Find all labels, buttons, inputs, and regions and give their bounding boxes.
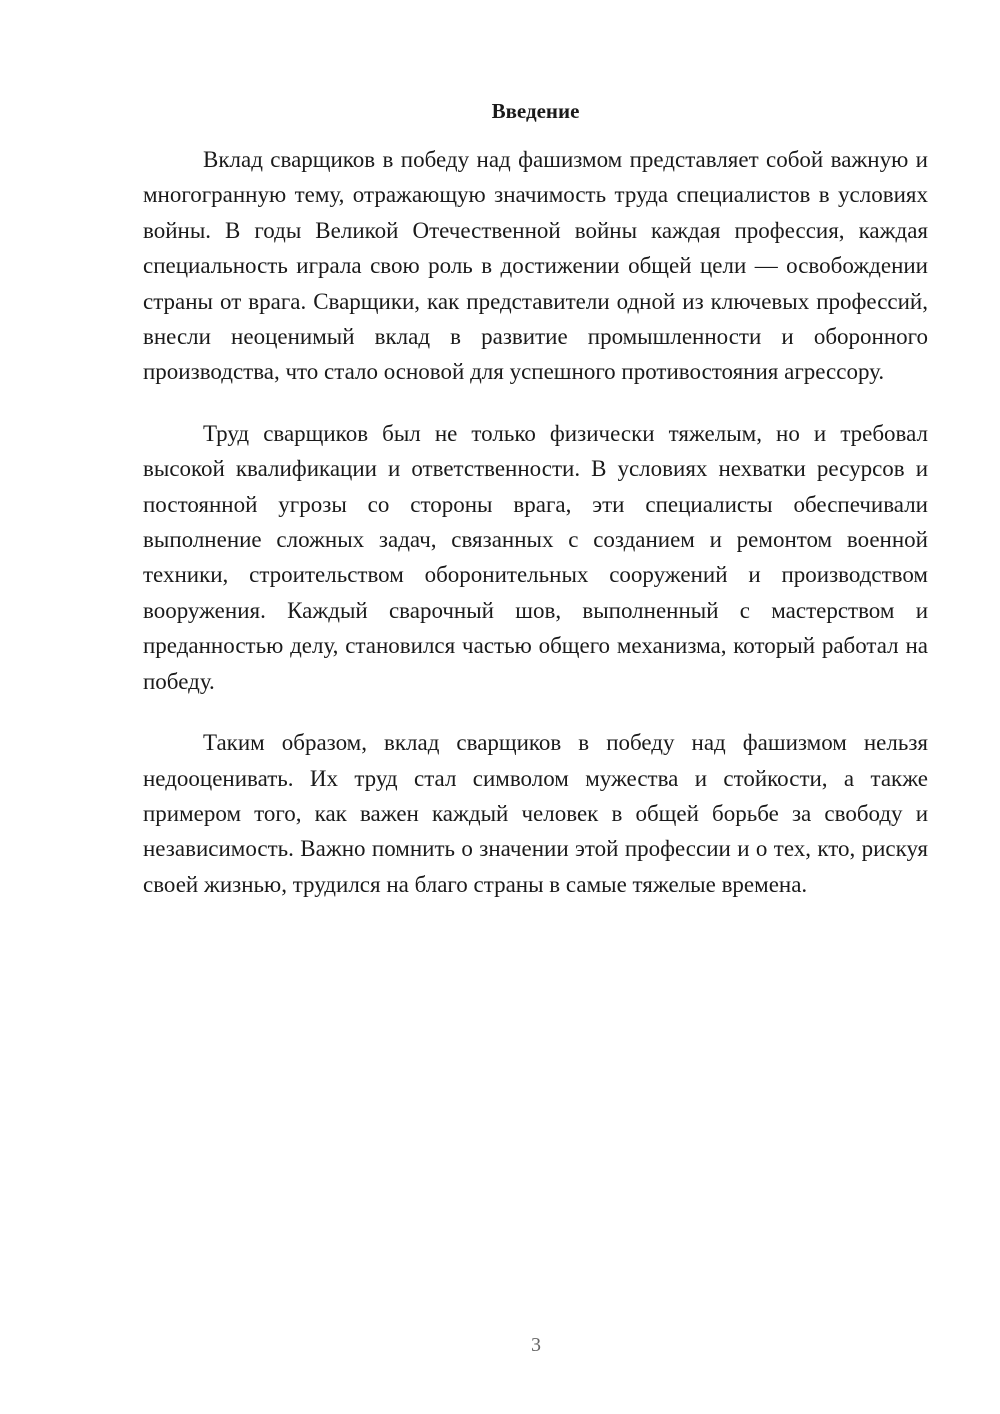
paragraph-2: Труд сварщиков был не только физически тяжелым, но и требовал высокой квалификации и ответственности. В условиях нехватки ресурсов и постоянной угрозы со стороны врага, эти специалисты обеспечивали выполнение сложных задач, связанных с созданием и ремонтом военной техники, строительством оборонительных сооружений и производством вооружения. Каждый сварочный шов, выполненный с мастерством и преданностью делу, становился частью общего механизма, который работал на победу.: [143, 420, 928, 694]
paragraph-1: Вклад сварщиков в победу над фашизмом представляет собой важную и многогранную тему, отражающую значимость труда специалистов в условиях войны. В годы Великой Отечественной войны каждая профессия, каждая специальность играла свою роль в достижении общей цели — освобождении страны от врага. Сварщики, как представители одной из ключевых профессий, внесли неоценимый вклад в развитие промышленности и оборонного производства, что стало основой для успешного противостояния агрессору.: [143, 147, 928, 385]
document-body: [143, 142, 928, 928]
page-number: 3: [531, 1334, 541, 1356]
paragraph-3: Таким образом, вклад сварщиков в победу над фашизмом нельзя недооценивать. Их труд стал символом мужества и стойкости, а также примером того, как важен каждый человек в общей борьбе за свободу и независимость. Важно помнить о значении этой профессии и о тех, кто, рискуя своей жизнью, трудился на благо страны в самые тяжелые времена.: [143, 730, 928, 897]
page-title: Введение: [491, 99, 580, 123]
